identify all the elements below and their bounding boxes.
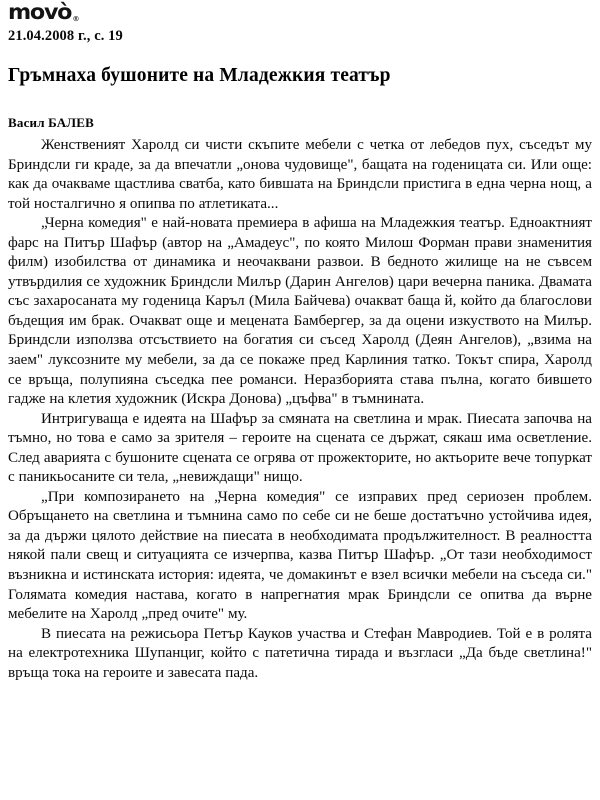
page-title: Гръмнаха бушоните на Младежкия театър: [8, 65, 391, 86]
article-paragraph: Интригуваща е идеята на Шафър за смяната на светлина и мрак. Пиесата започва на тъмно, но това е само за зрителя – героите на сцената се държат, сякаш има осветление. След аварията с бушоните сцената се огрява от прожекторите, но актьорите вече топуркат с паникьосаните си тела, „невиждащи" нищо.: [8, 410, 592, 486]
masthead: [8, 0, 592, 25]
publication-logo-text: movò: [8, 0, 72, 24]
publication-logo: [8, 2, 79, 28]
author-byline: Васил БАЛЕВ: [8, 115, 95, 130]
article-body: [8, 136, 592, 683]
registered-mark-icon: ®: [72, 15, 80, 23]
article-paragraph: „При композирането на „Черна комедия" се изправих пред сериозен проблем. Обръщането на светлина и тъмнина само по себе си не беше достатъчно устойчива идея, за да държи цялото действие на пиесата в необходимата продължителност. В реалността някой пали свещ и ситуацията се изчерпва, казва Питър Шафър. „От тази необходимост възникна и истинската история: идеята, че домакинът е взел всички мебели на съседа си." Голямата комедия настава, когато в напрегнатия мрак Бриндсли се опитва да върне мебелите на Харолд „пред очите" му.: [8, 488, 592, 623]
article-paragraph: Женственият Харолд си чисти скъпите мебели с четка от лебедов пух, съседът му Бриндсли ги краде, за да впечатли „онова чудовище", бащата на годеницата си. Или още: как да очакваме щастлива сватба, като бившата на Бриндсли пристига в една черна нощ, а той носталгично я опипва по атлетиката...: [8, 137, 592, 212]
article-paragraph: В пиесата на режисьора Петър Кауков участва и Стефан Мавродиев. Той е в ролята на електротехника Шупанциг, който с патетична тирада и възгласи „Да бъде светлина!" връща тока на героите и завесата пада.: [8, 625, 592, 681]
issue-date-and-page: 21.04.2008 г., с. 19: [8, 28, 123, 44]
article-paragraph: „Черна комедия" е най-новата премиера в афиша на Младежкия театър. Едноактният фарс на Питър Шафър (автор на „Амадеус", по която Милош Форман прави знаменития филм) изобилства от динамика и неочаквани развои. В бедното жилище на не съвсем утвърдилия се художник Бриндсли Милър (Дарин Ангелов) цари вечерна паника. Двамата със захаросаната му годеница Каръл (Мила Байчева) очакват баща й, който да благослови бъдещия им брак. Очакват още и мецената Бамбергер, за да оцени изкуството на Милър. Бриндсли използва отсъствието на богатия си съсед Харолд (Деян Ангелов), „взима на заем" луксозните му мебели, за да се покаже пред Карлиния татко. Токът спира, Харолд се връща, полупияна съседка пее романси. Неразборията става пълна, когато бившето гадже на клетия художник (Искра Донова) „цъфва" в тъмнината.: [8, 215, 592, 408]
